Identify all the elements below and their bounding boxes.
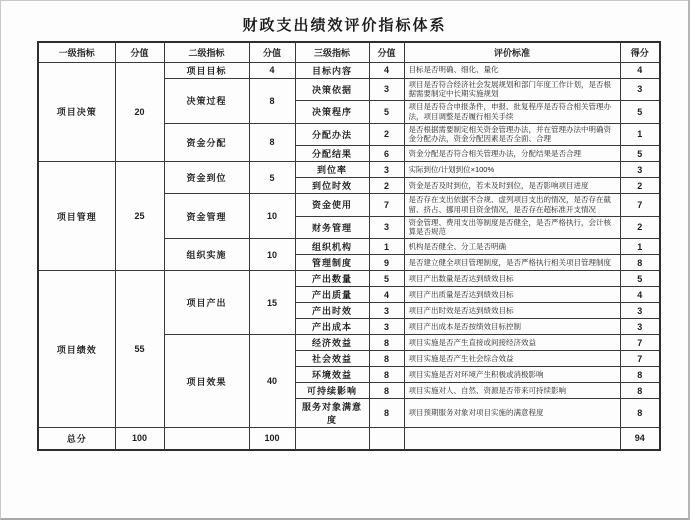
criteria-cell: 机构是否健全、分工是否明确 [404,239,620,255]
level3-score-cell: 4 [369,62,404,78]
level2-score-cell: 8 [249,78,295,123]
level3-score-cell: 5 [369,271,404,287]
result-cell: 3 [620,319,660,335]
total-empty-level2 [164,428,249,450]
result-cell: 4 [620,62,660,78]
level2-score-cell: 15 [249,271,295,335]
table-row [38,271,660,287]
level1-cell: 项目管理 [38,162,115,271]
result-cell: 8 [620,367,660,383]
header-level1: 一级指标 [38,42,115,62]
total-score1-cell: 100 [115,428,164,450]
table-row [38,162,660,178]
header-score3: 分值 [369,42,404,62]
criteria-cell: 资金管理、费用支出等制度是否健全，是否严格执行，会计核算是否规范 [404,216,620,239]
result-cell: 1 [620,239,660,255]
level1-cell: 项目绩效 [38,271,115,428]
level1-score-cell: 55 [115,271,164,428]
level3-score-cell: 8 [369,351,404,367]
level3-score-cell: 2 [369,178,404,194]
level2-cell: 资金到位 [164,162,249,194]
level3-cell: 决策程序 [295,101,369,124]
result-cell: 2 [620,178,660,194]
criteria-cell: 项目是否符合经济社会发展规划和部门年度工作计划，是否根据需要制定中长期实施规划 [404,78,620,101]
table-row [38,62,660,78]
level2-cell: 决策过程 [164,78,249,123]
criteria-cell: 项目是否符合申报条件，申报、批复程序是否符合相关管理办法，项目调整是否履行相关手续 [404,101,620,124]
result-cell: 8 [620,399,660,428]
level3-cell: 财务管理 [295,216,369,239]
level3-score-cell: 3 [369,319,404,335]
criteria-cell: 项目实施是否对环境产生积极或消极影响 [404,367,620,383]
result-cell: 7 [620,194,660,217]
level2-score-cell: 4 [249,62,295,78]
total-empty-level3 [295,428,369,450]
level1-cell: 项目决策 [38,62,115,162]
total-empty-criteria [404,428,620,450]
result-cell: 2 [620,216,660,239]
criteria-cell: 项目产出质量是否达到绩效目标 [404,287,620,303]
level3-score-cell: 6 [369,146,404,162]
result-cell: 3 [620,78,660,101]
result-cell: 5 [620,271,660,287]
criteria-cell: 项目产出成本是否按绩效目标控制 [404,319,620,335]
result-cell: 1 [620,123,660,146]
header-result: 得分 [620,42,660,62]
result-cell: 7 [620,335,660,351]
level3-cell: 可持续影响 [295,383,369,399]
level3-cell: 环境效益 [295,367,369,383]
level2-cell: 资金管理 [164,194,249,239]
level3-cell: 到位时效 [295,178,369,194]
level2-score-cell: 5 [249,162,295,194]
level3-score-cell: 1 [369,239,404,255]
level3-cell: 产出质量 [295,287,369,303]
criteria-cell: 目标是否明确、细化、量化 [404,62,620,78]
level3-score-cell: 7 [369,194,404,217]
level2-cell: 项目效果 [164,335,249,428]
result-cell: 8 [620,383,660,399]
level2-cell: 项目产出 [164,271,249,335]
level3-cell: 服务对象满意度 [295,399,369,428]
level3-score-cell: 3 [369,216,404,239]
result-cell: 3 [620,303,660,319]
total-empty-score3 [369,428,404,450]
level2-score-cell: 10 [249,194,295,239]
level3-score-cell: 8 [369,335,404,351]
criteria-cell: 项目产出时效是否达到绩效目标 [404,303,620,319]
level2-cell: 项目目标 [164,62,249,78]
criteria-cell: 是否存在支出依据不合规、虚列项目支出的情况，是否存在截留、挤占、挪用项目资金情况，是否存在超标准开支情况 [404,194,620,217]
level3-cell: 分配结果 [295,146,369,162]
header-level2: 二级指标 [164,42,249,62]
level3-score-cell: 3 [369,303,404,319]
level3-cell: 决策依据 [295,78,369,101]
result-cell: 8 [620,255,660,271]
criteria-cell: 项目实施是否产生社会综合效益 [404,351,620,367]
level3-score-cell: 3 [369,78,404,101]
level1-score-cell: 20 [115,62,164,162]
level3-score-cell: 5 [369,101,404,124]
level3-cell: 产出数量 [295,271,369,287]
result-cell: 3 [620,162,660,178]
total-row [38,428,660,450]
level2-score-cell: 40 [249,335,295,428]
criteria-cell: 资金是否及时到位，若未及时到位，是否影响项目进度 [404,178,620,194]
result-cell: 5 [620,146,660,162]
total-result-cell: 94 [620,428,660,450]
level3-score-cell: 2 [369,123,404,146]
level3-score-cell: 4 [369,287,404,303]
level2-score-cell: 10 [249,239,295,271]
level3-score-cell: 8 [369,399,404,428]
criteria-cell: 是否根据需要制定相关资金管理办法，并在管理办法中明确资金分配办法，资金分配因素是否全面、合理 [404,123,620,146]
level3-cell: 产出时效 [295,303,369,319]
result-cell: 5 [620,101,660,124]
result-cell: 7 [620,351,660,367]
level3-cell: 产出成本 [295,319,369,335]
level3-cell: 到位率 [295,162,369,178]
level2-cell: 资金分配 [164,123,249,162]
criteria-cell: 项目预期服务对象对项目实施的满意程度 [404,399,620,428]
header-row [38,42,660,62]
criteria-cell: 实际到位/计划到位×100% [404,162,620,178]
page-title: 财政支出绩效评价指标体系 [242,18,447,34]
header-level3: 三级指标 [295,42,369,62]
criteria-cell: 项目产出数量是否达到绩效目标 [404,271,620,287]
criteria-cell: 资金分配是否符合相关管理办法，分配结果是否合理 [404,146,620,162]
level3-cell: 经济效益 [295,335,369,351]
criteria-cell: 项目实施对人、自然、资源是否带来可持续影响 [404,383,620,399]
header-score2: 分值 [249,42,295,62]
level1-score-cell: 25 [115,162,164,271]
criteria-cell: 是否建立健全项目管理制度，是否严格执行相关项目管理制度 [404,255,620,271]
level3-cell: 目标内容 [295,62,369,78]
criteria-cell: 项目实施是否产生直接或间接经济效益 [404,335,620,351]
level3-score-cell: 8 [369,367,404,383]
level3-cell: 资金使用 [295,194,369,217]
header-score1: 分值 [115,42,164,62]
level2-score-cell: 8 [249,123,295,162]
total-label-cell: 总分 [38,428,115,450]
level3-cell: 管理制度 [295,255,369,271]
level3-cell: 社会效益 [295,351,369,367]
level3-score-cell: 9 [369,255,404,271]
level3-cell: 组织机构 [295,239,369,255]
result-cell: 4 [620,287,660,303]
level3-score-cell: 8 [369,383,404,399]
header-criteria: 评价标准 [404,42,620,62]
level2-cell: 组织实施 [164,239,249,271]
level3-cell: 分配办法 [295,123,369,146]
level3-score-cell: 3 [369,162,404,178]
indicator-table [37,41,661,451]
total-score2-cell: 100 [249,428,295,450]
